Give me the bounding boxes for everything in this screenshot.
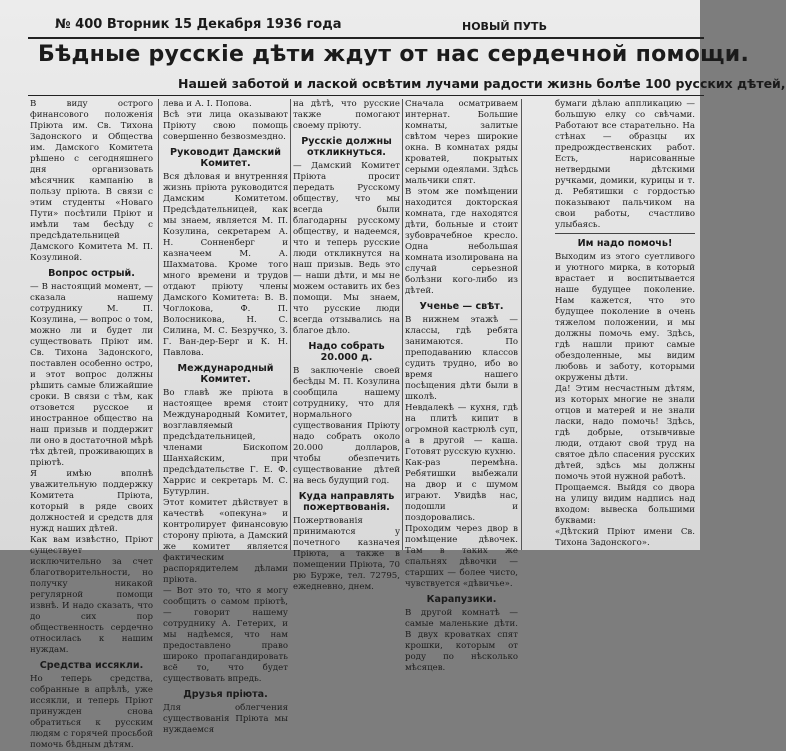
section-heading: Надо собрать 20.000 д. (308, 341, 385, 363)
article-paragraph: на дѣтѣ, что русские также помогают своему пріюту. (293, 99, 400, 131)
article-paragraph: Во главѣ же пріюта в настоящее время стоит Международный Комитет, возглавляемый предсѣдательницей, членами Бископом Шанхайским, при предсѣдательстве Г. Е. Ф. Харрис и секретарь М. С. Бутурлин. (163, 388, 288, 497)
article-paragraph: «Дѣтский Пріют имени Св. Тихона Задонского». (555, 527, 695, 548)
section-heading: Ученье — свѣт. (419, 301, 504, 312)
article-paragraph: лева и А. І. Попова. (163, 99, 252, 109)
column-divider (402, 99, 403, 550)
section-heading: Карапузики. (426, 594, 497, 605)
section-heading: Международный Комитет. (177, 363, 274, 385)
article-paragraph: бумаги дѣлаю аппликацию — большую елку со свѣчами. Работают все старательно. На стѣнах — образцы их предрождественских работ. Есть, нарисованные нетвердыми дѣтскими ручками, домики, курицы и т. д. Ребятишки с гордостью показывают пальчиком на свои работы, счастливо улыбаясь. (555, 99, 695, 230)
article-paragraph: В этом же помѣщении находится докторская комната, где находятся дѣти, больные и стоит зубоврачебное кресло. Одна небольшая комната изолирована на случай серьезной болѣзни кого-либо из дѣтей. (405, 187, 518, 296)
section-rule (555, 233, 695, 234)
article-paragraph: — Вот это то, что я могу сообщить о самом пріютѣ, — говорит нашему сотруднику А. Гетерих, и мы надѣемся, что нам предоставлено право широко пропагандировать всё то, что будет существовать впредь. (163, 586, 288, 684)
article-paragraph: Как вам извѣстно, Пріют существует исключительно за счет благотворительности, но получку никакой регулярной помощи извнѣ. И надо сказать, что до сих пор общественность сердечно относилась к нашим нуждам. (30, 535, 153, 655)
article-column-2 (163, 99, 288, 735)
section-heading: Руководит Дамский Комитет. (170, 147, 281, 169)
newspaper-name: НОВЫЙ ПУТЬ (462, 20, 547, 33)
article-paragraph: Как-раз перемѣна. Ребятишки выбежали на двор и с шумом играют. Увидѣв нас, подошли и поздоровались. (405, 458, 518, 523)
article-column-4 (405, 99, 518, 673)
header-rule (28, 95, 704, 96)
article-paragraph: Этот комитет дѣйствует в качествѣ «опекуна» и контролирует финансовую сторону пріюта, а Дамский же комитет является фактическим распорядителем дѣлами пріюта. (163, 498, 288, 585)
article-paragraph: Невдалекѣ — кухня, гдѣ на плитѣ кипит в огромной кастрюлѣ суп, а в другой — каша. Готовят русскую кухню. (405, 403, 518, 457)
column-divider (158, 99, 159, 550)
article-paragraph: Всѣ эти лица оказывают Пріюту свою помощь совершенно безвозмездно. (163, 110, 288, 142)
section-heading: Куда направлять пожертвованія. (298, 491, 395, 513)
article-paragraph: В виду острого финансового положенія Пріюта им. Св. Тихона Задонского и Общества им. Дамского Комитета рѣшено с сегодняшнего дня организовать мѣсячник кампанію в пользу пріюта. В связи с этим студенты «Новаго Пути» посѣтили Пріют и имѣли там бесѣду с предсѣдательницей Дамского Комитета М. П. Козулиной. (30, 99, 153, 263)
article-paragraph: Прощаемся. Выйдя со двора на улицу видим надпись над входом: вывеска большими буквами: (555, 483, 695, 526)
column-divider (521, 99, 522, 550)
article-paragraph: — Дамский Комитет Пріюта просит передать Русскому обществу, что мы всегда были благодарны русскому обществу, и надеемся, что и теперь русские люди откликнутся на наш призыв. Ведь это — наши дѣти, и мы не можем оставить их без помощи. Мы знаем, что русские люди всегда отзывались на благое дѣло. (293, 161, 400, 336)
article-paragraph: Выходим из этого суетливого и уютного мирка, в который врастает и воспитывается наше будущее поколение. Нам кажется, что это будущее поколение в очень тяжелом положении, и мы должны помочь ему. Здѣсь, гдѣ нашли приют самые обездоленные, мы видим любовь и заботу, которыми окружены дѣти. (555, 252, 695, 383)
article-column-5 (555, 99, 695, 554)
headline: Бѣдные русскіе дѣти ждут от нас сердечной помощи. (38, 42, 750, 67)
article-paragraph: Проходим через двор в помѣщение дѣвочек. Там в таких же спальнях дѣвочки — старших — более чисто, чувствуется «дѣвичье». (405, 524, 518, 589)
article-paragraph: Но теперь средства, собранные в апрѣлѣ, уже иссякли, и теперь Пріют принужден снова обратиться к русским людям с горячей просьбой помочь бѣдным дѣтям. (30, 674, 153, 750)
article-paragraph: Вся дѣловая и внутренняя жизнь пріюта руководится Дамским Комитетом. Предсѣдательницей, как мы знаем, является М. П. Козулина, секретарем А. Н. Сонненберг и казначеем М. А. Шахматова. Кроме того много времени и трудов отдают пріюту члены Дамского Комитета: В. В. Чоглокова, Ф. П. Волосникова, Н. С. Силина, М. С. Безручко, З. Г. Ван-дер-Берг и К. Н. Павлова. (163, 172, 288, 358)
article-paragraph: — В настоящий момент, — сказала нашему сотруднику М. П. Козулина, — вопрос о том, можно ли и будет ли существовать Пріют им. Св. Тихона Задонского, поставлен особенно остро, и этот вопрос должны рѣшить самые ближайшие сроки. В связи с тѣм, как отзовется русское и иностранное общество на наш призыв и поддержит ли оно в достаточной мѣрѣ тѣх дѣтей, проживающих в пріютѣ. (30, 282, 153, 468)
article-paragraph: Сначала осматриваем интернат. Большие комнаты, залитые свѣтом через широкие окна. В комнатах ряды кроватей, покрытых серыми одеялами. Здѣсь мальчики спят. (405, 99, 518, 186)
section-heading: Друзья пріюта. (183, 689, 268, 700)
article-paragraph: В нижнем этажѣ — классы, гдѣ ребята занимаются. По преподаванию классов судить трудно, ибо во время нашего посѣщения дѣти были в школѣ. (405, 315, 518, 402)
article-paragraph: В другой комнатѣ — самые маленькие дѣти. В двух кроватках спят крошки, которым от роду по нѣсколько мѣсяцев. (405, 608, 518, 673)
article-column-1 (30, 99, 153, 750)
section-heading: Им надо помочь! (577, 238, 673, 249)
section-heading: Вопрос острый. (48, 268, 135, 279)
article-paragraph: Да! Этим несчастным дѣтям, из которых многие не знали отцов и матерей и не знали ласки, надо помочь! Здѣсь, гдѣ добрые, отзывчивые люди, отдают свой труд на святое дѣло спасения русских дѣтей, здѣсь мы должны помочь этой нужной работѣ. (555, 384, 695, 482)
section-heading: Средства иссякли. (39, 660, 144, 671)
top-rule (28, 37, 704, 39)
article-paragraph: Пожертвованія принимаются у почетного казначея Пріюта, а также в помещении Пріюта, 70 рю Бурже, тел. 72795, ежедневно, днем. (293, 516, 400, 592)
article-column-3 (293, 99, 400, 592)
issue-date-line: № 400 Вторник 15 Декабря 1936 года (55, 17, 342, 32)
article-paragraph: В заключеніе своей бесѣды М. П. Козулина сообщила нашему сотруднику, что для нормального существования Пріюту надо собрать около 20.000 долларов, чтобы обезпечить существование дѣтей на весь будущий год. (293, 366, 400, 486)
subheadline: Нашей заботой и лаской освѣтим лучами радости жизнь болѣе 100 русских дѣтей, (178, 76, 786, 91)
article-paragraph: Я имѣю вполнѣ уважительную поддержку Комитета Пріюта, который в ряде своих должностей и средств для нужд наших дѣтей. (30, 469, 153, 534)
column-divider (290, 99, 291, 550)
article-paragraph: Для облегчения существованія Пріюта мы нуждаемся (163, 703, 288, 735)
section-heading: Русскіе должны откликнуться. (301, 136, 392, 158)
